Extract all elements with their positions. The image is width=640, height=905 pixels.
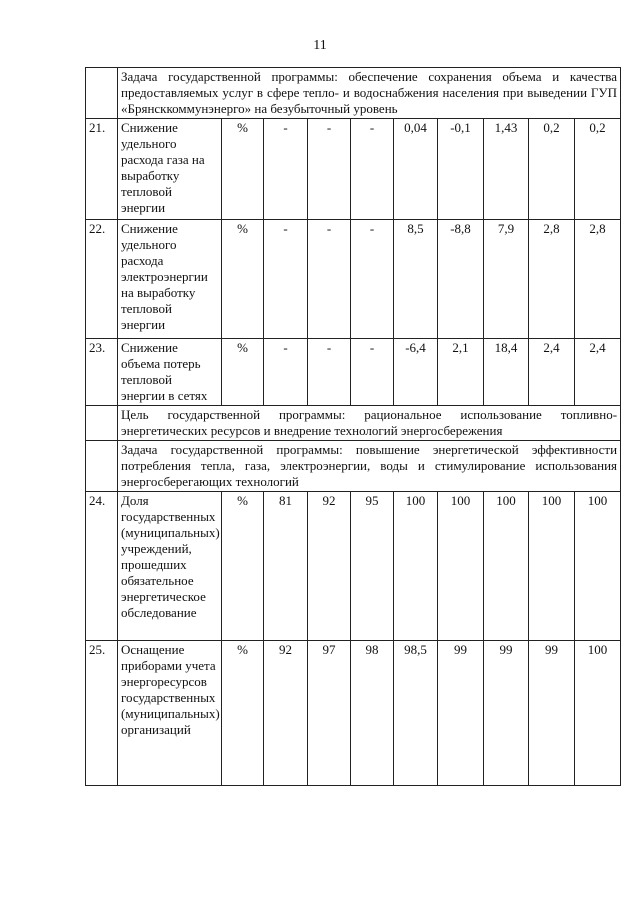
value-cell: - (351, 119, 394, 220)
value-cell: -8,8 (438, 220, 484, 339)
indicators-table (85, 67, 621, 786)
value-cell: 99 (529, 641, 575, 786)
value-cell: - (308, 119, 351, 220)
task-text: Задача государственной программы: повышение энергетической эффективности потребления тепла, газа, электроэнергии, воды и стимулирование использования энергосберегающих технологий (118, 441, 621, 492)
value-cell: - (264, 119, 308, 220)
empty-cell (86, 406, 118, 441)
table-row (86, 339, 621, 406)
value-cell: 0,2 (529, 119, 575, 220)
table-row (86, 641, 621, 786)
row-number: 21. (86, 119, 118, 220)
value-cell: -0,1 (438, 119, 484, 220)
value-cell: 92 (264, 641, 308, 786)
value-cell: - (308, 220, 351, 339)
value-cell: 1,43 (484, 119, 529, 220)
value-cell: 100 (575, 641, 621, 786)
empty-cell (86, 68, 118, 119)
indicator-name: Доля государственных (муниципальных) учреждений, прошедших обязательное энергетическое обследование (118, 492, 222, 641)
value-cell: 100 (575, 492, 621, 641)
unit-cell: % (222, 492, 264, 641)
value-cell: - (308, 339, 351, 406)
row-number: 25. (86, 641, 118, 786)
value-cell: 7,9 (484, 220, 529, 339)
value-cell: 2,8 (529, 220, 575, 339)
indicator-name: Оснащение приборами учета энергоресурсов государственных (муниципальных) организаций (118, 641, 222, 786)
value-cell: 2,1 (438, 339, 484, 406)
value-cell: - (351, 339, 394, 406)
unit-cell: % (222, 339, 264, 406)
value-cell: 0,2 (575, 119, 621, 220)
row-number: 24. (86, 492, 118, 641)
unit-cell: % (222, 220, 264, 339)
value-cell: -6,4 (394, 339, 438, 406)
value-cell: 81 (264, 492, 308, 641)
value-cell: 8,5 (394, 220, 438, 339)
goal-text: Цель государственной программы: рациональное использование топливно-энергетических ресурсов и внедрение технологий энергосбережения (118, 406, 621, 441)
unit-cell: % (222, 119, 264, 220)
indicator-name: Снижение объема потерь тепловой энергии в сетях (118, 339, 222, 406)
value-cell: 2,8 (575, 220, 621, 339)
value-cell: 2,4 (529, 339, 575, 406)
value-cell: 0,04 (394, 119, 438, 220)
value-cell: - (264, 339, 308, 406)
page-number: 11 (313, 38, 327, 53)
row-number: 22. (86, 220, 118, 339)
goal-row (86, 406, 621, 441)
empty-cell (86, 441, 118, 492)
value-cell: - (351, 220, 394, 339)
value-cell: 95 (351, 492, 394, 641)
value-cell: 99 (438, 641, 484, 786)
value-cell: 100 (438, 492, 484, 641)
value-cell: 99 (484, 641, 529, 786)
indicator-name: Снижение удельного расхода электроэнергии на выработку тепловой энергии (118, 220, 222, 339)
value-cell: 97 (308, 641, 351, 786)
table-row (86, 492, 621, 641)
row-number: 23. (86, 339, 118, 406)
task-text: Задача государственной программы: обеспечение сохранения объема и качества предоставляемых услуг в сфере тепло- и водоснабжения населения при выведении ГУП «Брянсккоммунэнерго» на безубыточный уровень (118, 68, 621, 119)
value-cell: 100 (529, 492, 575, 641)
value-cell: 100 (394, 492, 438, 641)
value-cell: 98,5 (394, 641, 438, 786)
table-row (86, 220, 621, 339)
value-cell: - (264, 220, 308, 339)
value-cell: 98 (351, 641, 394, 786)
value-cell: 92 (308, 492, 351, 641)
unit-cell: % (222, 641, 264, 786)
value-cell: 18,4 (484, 339, 529, 406)
task-row (86, 441, 621, 492)
task-row (86, 68, 621, 119)
table-body (86, 68, 621, 786)
table-row (86, 119, 621, 220)
value-cell: 100 (484, 492, 529, 641)
value-cell: 2,4 (575, 339, 621, 406)
indicator-name: Снижение удельного расхода газа на выработку тепловой энергии (118, 119, 222, 220)
